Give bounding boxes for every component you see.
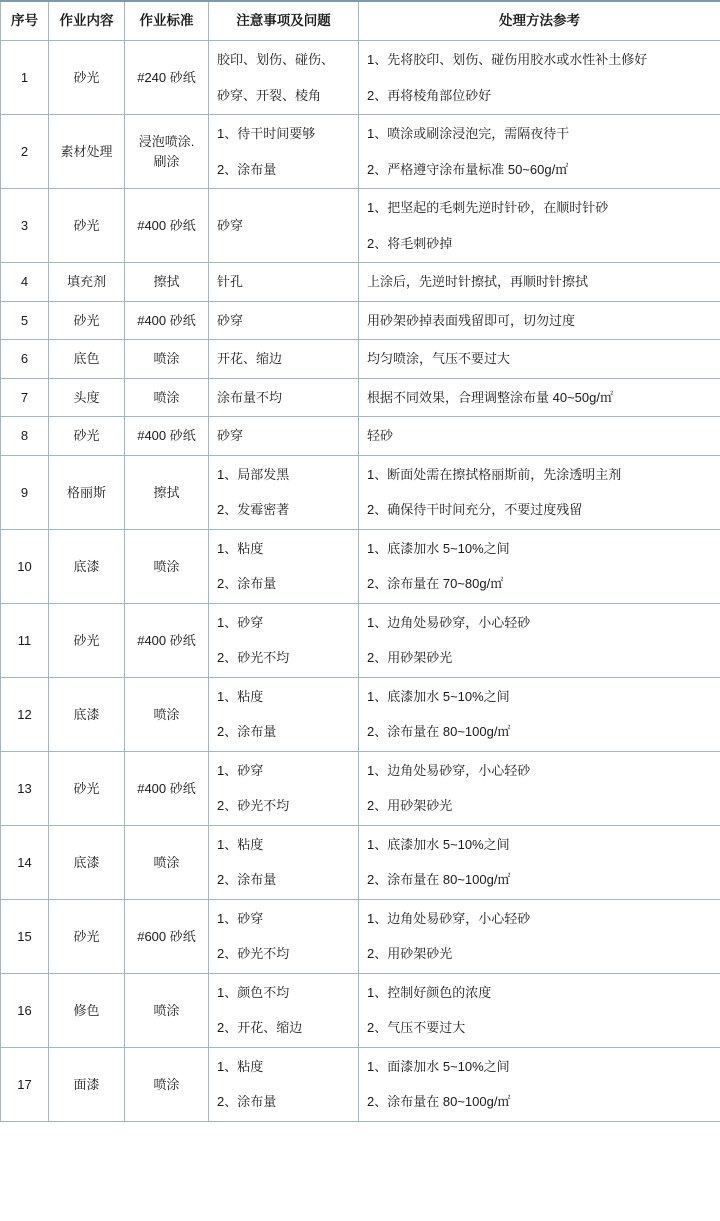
table-row — [1, 115, 720, 189]
cell-method-line: 1、边角处易砂穿，小心轻砂 — [367, 910, 531, 926]
cell-notes-line: 1、颜色不均 — [217, 984, 290, 1000]
cell-work-standard: #400 砂纸 — [125, 189, 209, 263]
cell-method-line: 2、将毛刺砂掉 — [367, 235, 453, 251]
cell-method-line: 1、边角处易砂穿，小心轻砂 — [367, 614, 531, 630]
cell-notes-line: 砂穿 — [217, 428, 244, 444]
column-header-content: 作业内容 — [49, 1, 125, 41]
cell-notes-line: 2、发霉密著 — [217, 502, 290, 518]
cell-method — [359, 41, 720, 115]
table-row — [1, 603, 720, 677]
cell-work-standard: 喷涂 — [125, 973, 209, 1047]
cell-notes-line: 2、砂光不均 — [217, 798, 290, 814]
column-header-method: 处理方法参考 — [359, 1, 720, 41]
table-row — [1, 340, 720, 379]
column-header-standard: 作业标准 — [125, 1, 209, 41]
cell-method-line: 1、断面处需在擦拭格丽斯前，先涂透明主剂 — [367, 466, 622, 482]
cell-notes — [209, 455, 359, 529]
cell-notes-line: 涂布量不均 — [217, 389, 283, 405]
cell-method — [359, 751, 720, 825]
cell-notes-line: 砂穿 — [217, 218, 244, 233]
cell-notes — [209, 603, 359, 677]
cell-method-line: 2、再将棱角部位砂好 — [367, 87, 492, 103]
cell-method — [359, 417, 720, 456]
cell-notes — [209, 41, 359, 115]
cell-notes — [209, 899, 359, 973]
column-header-index: 序号 — [1, 1, 49, 41]
cell-method — [359, 301, 720, 340]
cell-index: 5 — [1, 301, 49, 340]
cell-method-line: 2、用砂架砂光 — [367, 798, 453, 814]
cell-notes-line: 2、涂布量 — [217, 872, 277, 888]
cell-notes — [209, 417, 359, 456]
cell-work-standard: #400 砂纸 — [125, 603, 209, 677]
cell-method-line: 2、涂布量在 80~100g/㎡ — [367, 724, 511, 740]
cell-notes-line: 1、砂穿 — [217, 614, 264, 630]
cell-method-line: 1、把坚起的毛刺先逆时针砂，在顺时针砂 — [367, 200, 609, 216]
cell-notes-line: 胶印、划伤、碰伤、 — [217, 52, 335, 68]
cell-index: 11 — [1, 603, 49, 677]
cell-index: 13 — [1, 751, 49, 825]
cell-work-content: 砂光 — [49, 899, 125, 973]
cell-work-content: 砂光 — [49, 301, 125, 340]
cell-notes-line: 1、砂穿 — [217, 762, 264, 778]
table-row — [1, 1047, 720, 1121]
cell-method-line: 2、用砂架砂光 — [367, 946, 453, 962]
cell-notes — [209, 115, 359, 189]
cell-notes-line: 2、开花、缩边 — [217, 1020, 303, 1036]
cell-notes-line: 1、粘度 — [217, 540, 264, 556]
cell-notes-line: 1、砂穿 — [217, 910, 264, 926]
cell-work-content: 砂光 — [49, 603, 125, 677]
cell-method — [359, 115, 720, 189]
cell-work-content: 格丽斯 — [49, 455, 125, 529]
cell-method — [359, 603, 720, 677]
cell-method — [359, 825, 720, 899]
table-row — [1, 417, 720, 456]
table-row — [1, 751, 720, 825]
cell-method-line: 1、底漆加水 5~10%之间 — [367, 688, 510, 704]
cell-method — [359, 529, 720, 603]
cell-method-line: 上涂后，先逆时针擦拭，再顺时针擦拭 — [367, 274, 589, 290]
cell-index: 12 — [1, 677, 49, 751]
cell-notes — [209, 263, 359, 302]
cell-notes-line: 砂穿 — [217, 312, 244, 328]
cell-notes — [209, 677, 359, 751]
cell-index: 3 — [1, 189, 49, 263]
cell-method — [359, 378, 720, 417]
cell-method-line: 1、喷涂或刷涂浸泡完，需隔夜待干 — [367, 126, 570, 142]
cell-method-line: 1、控制好颜色的浓度 — [367, 984, 492, 1000]
cell-notes-line: 1、粘度 — [217, 836, 264, 852]
cell-work-content: 底色 — [49, 340, 125, 379]
cell-work-standard: 喷涂 — [125, 340, 209, 379]
cell-method-line: 根据不同效果，合理调整涂布量 40~50g/㎡ — [367, 389, 613, 405]
cell-method-line: 均匀喷涂，气压不要过大 — [367, 351, 511, 367]
cell-notes — [209, 301, 359, 340]
cell-method — [359, 899, 720, 973]
cell-work-content: 砂光 — [49, 417, 125, 456]
cell-work-standard: #240 砂纸 — [125, 41, 209, 115]
cell-method-line: 2、严格遵守涂布量标准 50~60g/㎡ — [367, 161, 569, 177]
cell-work-content: 砂光 — [49, 751, 125, 825]
cell-method-line: 1、先将胶印、划伤、碰伤用胶水或水性补土修好 — [367, 52, 648, 68]
cell-method — [359, 263, 720, 302]
cell-method — [359, 1047, 720, 1121]
cell-index: 10 — [1, 529, 49, 603]
table-row — [1, 899, 720, 973]
cell-notes-line: 1、粘度 — [217, 688, 264, 704]
cell-index: 9 — [1, 455, 49, 529]
cell-work-content: 素材处理 — [49, 115, 125, 189]
cell-notes-line: 2、砂光不均 — [217, 650, 290, 666]
cell-index: 1 — [1, 41, 49, 115]
cell-method-line: 2、确保待干时间充分，不要过度残留 — [367, 502, 583, 518]
cell-notes-line: 2、砂光不均 — [217, 946, 290, 962]
cell-method — [359, 973, 720, 1047]
cell-notes-line: 1、粘度 — [217, 1058, 264, 1074]
cell-work-standard: #400 砂纸 — [125, 751, 209, 825]
cell-notes-line: 2、涂布量 — [217, 724, 277, 740]
cell-work-standard: 擦拭 — [125, 263, 209, 302]
cell-method-line: 1、底漆加水 5~10%之间 — [367, 540, 510, 556]
cell-notes — [209, 340, 359, 379]
table-row — [1, 301, 720, 340]
cell-work-content: 底漆 — [49, 825, 125, 899]
table-row — [1, 41, 720, 115]
cell-notes — [209, 825, 359, 899]
cell-notes — [209, 751, 359, 825]
cell-index: 14 — [1, 825, 49, 899]
cell-index: 16 — [1, 973, 49, 1047]
cell-method-line: 用砂架砂掉表面残留即可，切勿过度 — [367, 312, 576, 328]
cell-method-line: 1、边角处易砂穿，小心轻砂 — [367, 762, 531, 778]
cell-work-standard: #400 砂纸 — [125, 417, 209, 456]
cell-notes — [209, 973, 359, 1047]
cell-work-content: 修色 — [49, 973, 125, 1047]
cell-work-content: 底漆 — [49, 529, 125, 603]
table-header-row — [1, 1, 720, 41]
cell-index: 4 — [1, 263, 49, 302]
cell-notes — [209, 378, 359, 417]
cell-method-line: 1、底漆加水 5~10%之间 — [367, 836, 510, 852]
cell-method — [359, 340, 720, 379]
table-body — [1, 41, 720, 1122]
cell-index: 6 — [1, 340, 49, 379]
cell-notes-line: 针孔 — [217, 274, 244, 290]
cell-work-content: 砂光 — [49, 189, 125, 263]
cell-method-line: 1、面漆加水 5~10%之间 — [367, 1058, 510, 1074]
cell-notes-line: 开花、缩边 — [217, 351, 283, 367]
cell-method — [359, 455, 720, 529]
cell-index: 15 — [1, 899, 49, 973]
table-row — [1, 529, 720, 603]
cell-work-standard: 喷涂 — [125, 1047, 209, 1121]
table-row — [1, 455, 720, 529]
cell-method-line: 轻砂 — [367, 428, 394, 444]
cell-method — [359, 189, 720, 263]
cell-work-standard: 喷涂 — [125, 529, 209, 603]
cell-notes-line: 2、涂布量 — [217, 1094, 277, 1110]
cell-notes — [209, 189, 359, 263]
cell-work-content: 面漆 — [49, 1047, 125, 1121]
cell-notes — [209, 529, 359, 603]
table-header — [1, 1, 720, 41]
cell-work-standard: #400 砂纸 — [125, 301, 209, 340]
cell-method-line: 2、涂布量在 80~100g/㎡ — [367, 1094, 511, 1110]
cell-work-content: 头度 — [49, 378, 125, 417]
table-row — [1, 825, 720, 899]
column-header-notes: 注意事项及问题 — [209, 1, 359, 41]
cell-method-line: 2、涂布量在 80~100g/㎡ — [367, 872, 511, 888]
cell-index: 17 — [1, 1047, 49, 1121]
cell-work-standard: 喷涂 — [125, 677, 209, 751]
table-row — [1, 189, 720, 263]
cell-notes-line: 1、局部发黑 — [217, 466, 290, 482]
cell-work-content: 填充剂 — [49, 263, 125, 302]
cell-method-line: 2、涂布量在 70~80g/㎡ — [367, 576, 504, 592]
table-row — [1, 677, 720, 751]
cell-work-standard: 浸泡喷涂.刷涂 — [125, 115, 209, 189]
cell-notes-line: 砂穿、开裂、棱角 — [217, 87, 322, 103]
cell-work-standard: 擦拭 — [125, 455, 209, 529]
cell-work-standard: #600 砂纸 — [125, 899, 209, 973]
table-row — [1, 973, 720, 1047]
cell-notes — [209, 1047, 359, 1121]
cell-method — [359, 677, 720, 751]
table-row — [1, 263, 720, 302]
cell-notes-line: 2、涂布量 — [217, 161, 277, 177]
cell-work-content: 底漆 — [49, 677, 125, 751]
cell-index: 2 — [1, 115, 49, 189]
cell-work-content: 砂光 — [49, 41, 125, 115]
table-row — [1, 378, 720, 417]
cell-work-standard: 喷涂 — [125, 825, 209, 899]
cell-notes-line: 2、涂布量 — [217, 576, 277, 592]
cell-method-line: 2、用砂架砂光 — [367, 650, 453, 666]
cell-work-standard: 喷涂 — [125, 378, 209, 417]
cell-method-line: 2、气压不要过大 — [367, 1020, 466, 1036]
cell-index: 7 — [1, 378, 49, 417]
cell-index: 8 — [1, 417, 49, 456]
cell-notes-line: 1、待干时间要够 — [217, 126, 316, 142]
